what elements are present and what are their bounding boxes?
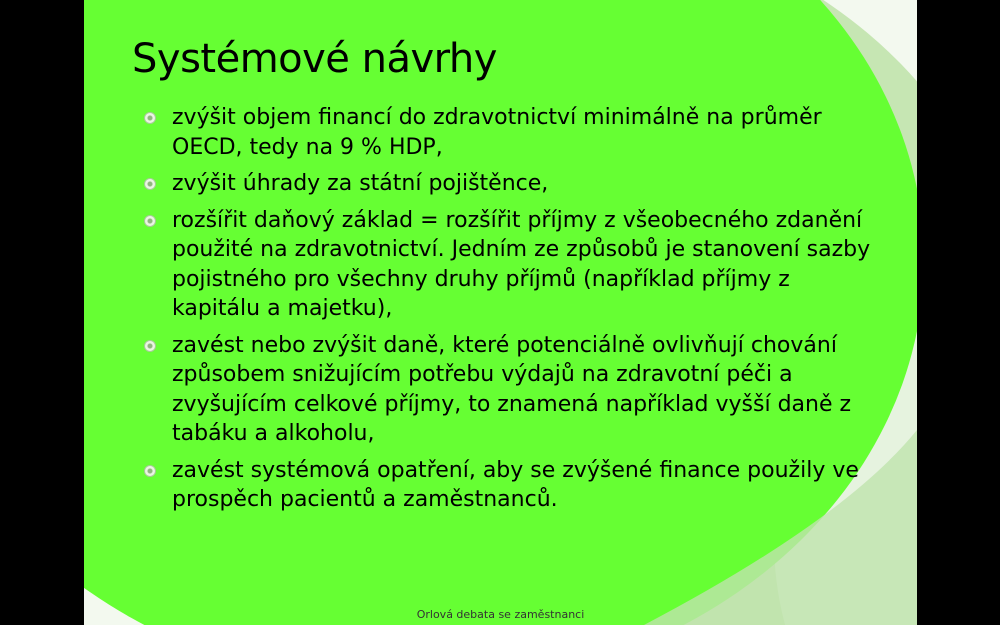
bullet-item	[144, 169, 884, 199]
bullet-text: zvýšit objem financí do zdravotnictví minimálně na průměr OECD, tedy na 9 % HDP,	[172, 105, 822, 160]
bullet-text: zavést systémová opatření, aby se zvýšené finance použily ve prospěch pacientů a zaměstnanců.	[172, 457, 859, 512]
bullet-item	[144, 331, 884, 449]
slide	[84, 0, 917, 625]
bullet-text: zavést nebo zvýšit daně, které potenciálně ovlivňují chování způsobem snižujícím potřebu výdajů na zdravotní péči a zvyšujícím celkové příjmy, to znamená například vyšší daně z tabáku a alkoholu,	[172, 332, 852, 446]
bullet-circle-icon	[144, 340, 156, 352]
bullet-circle-icon	[144, 112, 156, 124]
bullet-list	[144, 103, 884, 522]
bullet-item	[144, 103, 884, 162]
bullet-circle-icon	[144, 465, 156, 477]
bullet-item	[144, 206, 884, 324]
slide-title: Systémové návrhy	[132, 36, 497, 82]
bullet-circle-icon	[144, 178, 156, 190]
bullet-text: rozšířit daňový základ = rozšířit příjmy z všeobecného zdanění použité na zdravotnictví. Jedním ze způsobů je stanovení sazby pojistného pro všechny druhy příjmů (například příjmy z kapitálu a majetku),	[172, 207, 871, 321]
bullet-item	[144, 456, 884, 515]
bullet-text: zvýšit úhrady za státní pojištěnce,	[172, 171, 549, 196]
bullet-circle-icon	[144, 215, 156, 227]
slide-footer: Orlová debata se zaměstnanci	[416, 608, 585, 621]
